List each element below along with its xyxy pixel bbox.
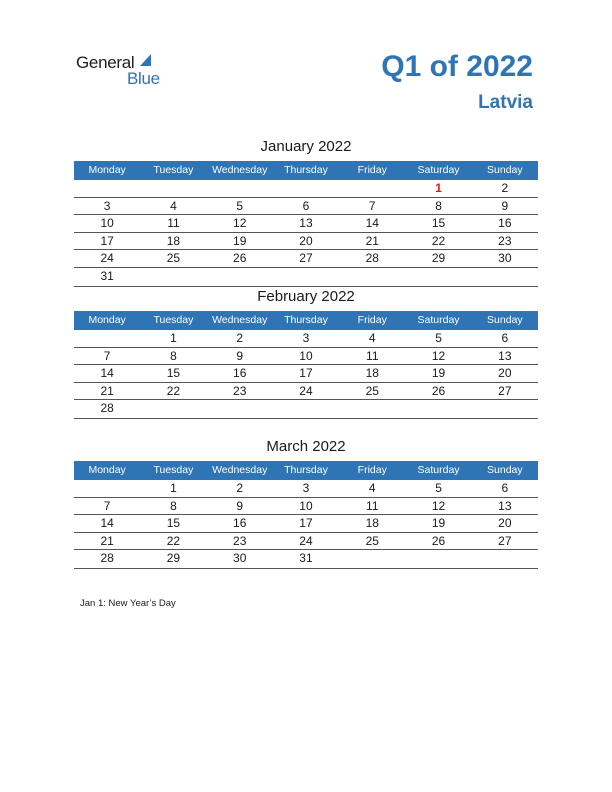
- empty-day-cell: [405, 400, 471, 418]
- calendar-week-row: [74, 250, 538, 268]
- day-cell: 18: [365, 366, 379, 381]
- day-cell: 13: [498, 348, 512, 363]
- empty-day-cell: [273, 268, 339, 286]
- day-cell: 12: [431, 498, 446, 513]
- calendar-week-row: [74, 480, 538, 498]
- day-cell: 27: [299, 251, 313, 266]
- day-cell: 3: [302, 481, 310, 495]
- day-cell: 7: [103, 348, 111, 363]
- day-cell: 11: [366, 498, 379, 513]
- day-cell: 19: [431, 516, 446, 531]
- day-cell: 3: [103, 198, 111, 213]
- calendar-week-row: [74, 365, 538, 383]
- empty-day-cell: [339, 550, 405, 568]
- day-cell: 12: [431, 348, 446, 363]
- day-cell: 9: [236, 498, 244, 513]
- calendar-week-row: [74, 215, 538, 233]
- empty-day-cell: [273, 180, 339, 197]
- day-cell: 4: [368, 481, 376, 495]
- day-cell: 1: [170, 331, 177, 345]
- weekday-label: Saturday: [417, 314, 460, 326]
- weekday-label: Wednesday: [212, 164, 268, 176]
- weekday-label: Thursday: [284, 464, 328, 476]
- day-cell: 30: [233, 551, 247, 566]
- day-cell: 5: [435, 331, 442, 345]
- month-bottom-rule: [74, 286, 538, 287]
- month-february: [74, 288, 538, 419]
- day-cell: 30: [498, 251, 512, 266]
- empty-day-cell: [74, 480, 140, 497]
- day-cell: 15: [166, 516, 181, 531]
- weekday-label: Thursday: [284, 164, 328, 176]
- calendar-week-row: [74, 533, 538, 551]
- empty-day-cell: [74, 330, 140, 347]
- country-name: Latvia: [478, 92, 533, 113]
- calendar-week-row: [74, 400, 538, 418]
- month-march: [74, 438, 538, 569]
- day-cell: 2: [236, 331, 244, 345]
- weekday-label: Friday: [357, 464, 387, 476]
- day-cell: 15: [431, 216, 446, 231]
- day-cell: 23: [233, 533, 247, 548]
- logo-text-general: General: [76, 53, 135, 72]
- day-cell: 27: [498, 533, 512, 548]
- day-cell: 22: [166, 533, 181, 548]
- empty-day-cell: [339, 268, 405, 286]
- day-cell: 26: [431, 533, 446, 548]
- month-bottom-rule: [74, 418, 538, 419]
- weekday-label: Tuesday: [153, 314, 194, 326]
- weekday-header: [74, 161, 538, 180]
- month-title: March 2022: [266, 438, 346, 455]
- day-cell: 9: [501, 198, 509, 213]
- day-cell: 31: [100, 268, 114, 283]
- weekday-label: Monday: [88, 314, 126, 326]
- day-cell: 29: [431, 251, 446, 266]
- day-cell: 28: [100, 401, 114, 416]
- day-cell: 17: [299, 366, 313, 381]
- day-cell: 17: [100, 233, 114, 248]
- weekday-label: Tuesday: [153, 164, 194, 176]
- day-cell: 21: [100, 533, 114, 548]
- day-cell: 14: [100, 516, 114, 531]
- weekday-label: Monday: [88, 164, 126, 176]
- month-january: [74, 138, 538, 287]
- day-cell: 25: [166, 251, 181, 266]
- generalblue-logo: [76, 53, 176, 93]
- day-cell: 23: [233, 383, 247, 398]
- empty-day-cell: [207, 400, 273, 418]
- weekday-label: Wednesday: [212, 314, 268, 326]
- weekday-label: Sunday: [487, 164, 523, 176]
- day-cell: 6: [302, 198, 310, 213]
- day-cell: 4: [170, 198, 177, 213]
- weekday-label: Monday: [88, 464, 126, 476]
- day-cell: 25: [365, 533, 379, 548]
- day-cell: 10: [100, 216, 114, 231]
- empty-day-cell: [207, 268, 273, 286]
- day-cell: 7: [368, 198, 376, 213]
- day-cell: 6: [501, 331, 509, 345]
- day-cell: 17: [299, 516, 313, 531]
- day-cell: 26: [233, 251, 247, 266]
- weekday-header: [74, 461, 538, 480]
- empty-day-cell: [339, 180, 405, 197]
- day-cell: 1: [435, 181, 442, 195]
- page-title: Q1 of 2022: [381, 50, 533, 83]
- empty-day-cell: [74, 180, 140, 197]
- day-cell: 14: [365, 216, 379, 231]
- calendar-week-row: [74, 268, 538, 286]
- day-cell: 18: [166, 233, 181, 248]
- weekday-label: Friday: [357, 314, 387, 326]
- weekday-label: Saturday: [417, 464, 460, 476]
- weekday-label: Wednesday: [212, 464, 268, 476]
- day-cell: 22: [431, 233, 446, 248]
- logo-text-blue: Blue: [127, 69, 160, 88]
- weekday-label: Saturday: [417, 164, 460, 176]
- day-cell: 12: [233, 216, 247, 231]
- day-cell: 24: [100, 251, 114, 266]
- day-cell: 4: [368, 331, 376, 345]
- empty-day-cell: [339, 400, 405, 418]
- day-cell: 19: [233, 233, 247, 248]
- calendar-week-row: [74, 180, 538, 198]
- weekday-label: Sunday: [487, 314, 523, 326]
- calendar-week-row: [74, 550, 538, 568]
- day-cell: 22: [166, 383, 181, 398]
- empty-day-cell: [472, 400, 538, 418]
- day-cell: 3: [302, 331, 310, 345]
- day-cell: 23: [498, 233, 512, 248]
- day-cell: 16: [498, 216, 512, 231]
- empty-day-cell: [472, 268, 538, 286]
- day-cell: 10: [299, 498, 313, 513]
- day-cell: 25: [365, 383, 379, 398]
- day-cell: 20: [498, 366, 512, 381]
- day-cell: 2: [501, 181, 509, 195]
- month-bottom-rule: [74, 568, 538, 569]
- empty-day-cell: [273, 400, 339, 418]
- logo-triangle-icon: [140, 54, 151, 66]
- day-cell: 16: [233, 366, 247, 381]
- calendar-week-row: [74, 330, 538, 348]
- day-cell: 21: [100, 383, 114, 398]
- day-cell: 8: [435, 198, 442, 213]
- day-cell: 7: [103, 498, 111, 513]
- weekday-label: Thursday: [284, 314, 328, 326]
- empty-day-cell: [140, 268, 206, 286]
- day-cell: 1: [170, 481, 177, 495]
- day-cell: 21: [365, 233, 379, 248]
- day-cell: 5: [435, 481, 442, 495]
- calendar-week-row: [74, 515, 538, 533]
- day-cell: 20: [498, 516, 512, 531]
- month-title: January 2022: [260, 138, 352, 155]
- empty-day-cell: [405, 550, 471, 568]
- empty-day-cell: [140, 180, 206, 197]
- day-cell: 14: [100, 366, 114, 381]
- calendar-week-row: [74, 383, 538, 401]
- day-cell: 2: [236, 481, 244, 495]
- weekday-label: Friday: [357, 164, 387, 176]
- day-cell: 13: [498, 498, 512, 513]
- calendar-week-row: [74, 348, 538, 366]
- day-cell: 28: [365, 251, 379, 266]
- day-cell: 28: [100, 551, 114, 566]
- empty-day-cell: [405, 268, 471, 286]
- day-cell: 16: [233, 516, 247, 531]
- day-cell: 29: [166, 551, 181, 566]
- month-title: February 2022: [257, 288, 355, 305]
- calendar-week-row: [74, 233, 538, 251]
- day-cell: 24: [299, 383, 313, 398]
- calendar-week-row: [74, 198, 538, 216]
- day-cell: 9: [236, 348, 244, 363]
- day-cell: 5: [236, 198, 244, 213]
- day-cell: 6: [501, 481, 509, 495]
- day-cell: 8: [170, 498, 177, 513]
- day-cell: 19: [431, 366, 446, 381]
- day-cell: 15: [166, 366, 181, 381]
- calendar-week-row: [74, 498, 538, 516]
- day-cell: 13: [299, 216, 313, 231]
- weekday-label: Tuesday: [153, 464, 194, 476]
- day-cell: 11: [167, 216, 180, 231]
- day-cell: 8: [170, 348, 177, 363]
- empty-day-cell: [472, 550, 538, 568]
- day-cell: 27: [498, 383, 512, 398]
- day-cell: 31: [299, 551, 313, 566]
- day-cell: 11: [366, 348, 379, 363]
- day-cell: 18: [365, 516, 379, 531]
- day-cell: 20: [299, 233, 313, 248]
- empty-day-cell: [140, 400, 206, 418]
- day-cell: 24: [299, 533, 313, 548]
- day-cell: 10: [299, 348, 313, 363]
- weekday-header: [74, 311, 538, 330]
- holiday-note: Jan 1: New Year’s Day: [80, 598, 176, 609]
- empty-day-cell: [207, 180, 273, 197]
- day-cell: 26: [431, 383, 446, 398]
- weekday-label: Sunday: [487, 464, 523, 476]
